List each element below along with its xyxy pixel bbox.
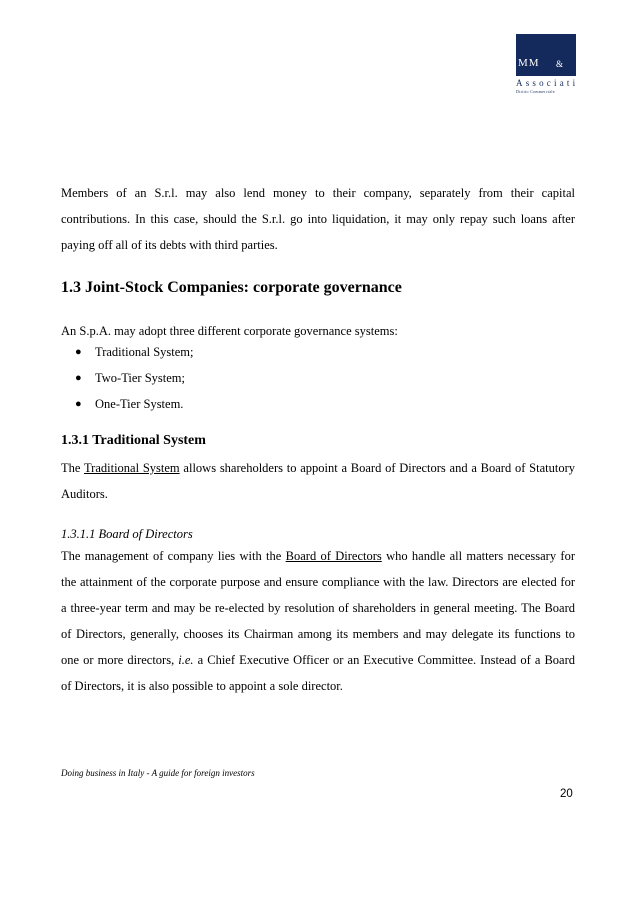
logo-subtitle: Diritto Commerciale <box>516 89 555 94</box>
text-run: a Chief Executive Officer or an Executive Committee. Instead of a Board <box>193 653 575 667</box>
bullet-icon: ● <box>75 372 82 384</box>
text-run: allows shareholders to appoint a Board of Directors and a Board of Statutory <box>179 461 575 475</box>
paragraph-line: paying off all of its debts with third parties. <box>61 238 278 252</box>
section-heading: 1.3 Joint-Stock Companies: corporate governance <box>61 279 402 296</box>
logo-associati-text: Associati <box>516 78 579 88</box>
paragraph-line: of Directors, generally, chooses its Chairman among its members and may delegate its functions to <box>61 627 575 641</box>
paragraph-line: the attainment of the corporate purpose and ensure compliance with the law. Directors are elected for <box>61 575 575 589</box>
paragraph-line: a three-year term and may be re-elected by resolution of shareholders in general meeting. The Board <box>61 601 575 615</box>
text-run: The <box>61 461 84 475</box>
list-item <box>75 365 194 391</box>
paragraph-line: Members of an S.r.l. may also lend money to their company, separately from their capital <box>61 186 575 200</box>
subsubsection-heading: 1.3.1.1 Board of Directors <box>61 527 193 541</box>
traditional-system-link[interactable]: Traditional System <box>83 461 180 475</box>
board-of-directors-link[interactable]: Board of Directors <box>285 549 382 563</box>
text-run: who handle all matters necessary for <box>381 549 575 563</box>
text-run: The management of company lies with the <box>61 549 286 563</box>
bullet-icon: ● <box>75 346 82 358</box>
paragraph-traditional-system <box>61 455 575 507</box>
paragraph-srl-loans <box>61 180 575 258</box>
paragraph-line <box>61 543 575 569</box>
paragraph-line: Auditors. <box>61 487 108 501</box>
list-item <box>75 339 194 365</box>
company-logo <box>516 34 576 76</box>
logo-mm-text: MM <box>518 57 540 69</box>
logo-ampersand: & <box>556 59 564 69</box>
bullet-icon: ● <box>75 398 82 410</box>
paragraph-board-of-directors <box>61 543 575 699</box>
governance-systems-list <box>75 339 194 417</box>
paragraph-line <box>61 455 575 481</box>
list-item-text: Traditional System; <box>95 345 194 359</box>
page-number: 20 <box>560 788 573 800</box>
paragraph-line <box>61 647 575 673</box>
footer-title: Doing business in Italy - A guide for foreign investors <box>61 768 255 778</box>
subsection-heading: 1.3.1 Traditional System <box>61 433 206 448</box>
paragraph-line: of Directors, it is also possible to appoint a sole director. <box>61 679 343 693</box>
text-run-italic: i.e. <box>178 653 194 667</box>
governance-intro: An S.p.A. may adopt three different corporate governance systems: <box>61 324 398 338</box>
list-item-text: Two-Tier System; <box>95 371 185 385</box>
text-run: one or more directors, <box>61 653 179 667</box>
paragraph-line: contributions. In this case, should the S.r.l. go into liquidation, it may only repay such loans after <box>61 212 575 226</box>
list-item-text: One-Tier System. <box>95 397 184 411</box>
list-item <box>75 391 194 417</box>
